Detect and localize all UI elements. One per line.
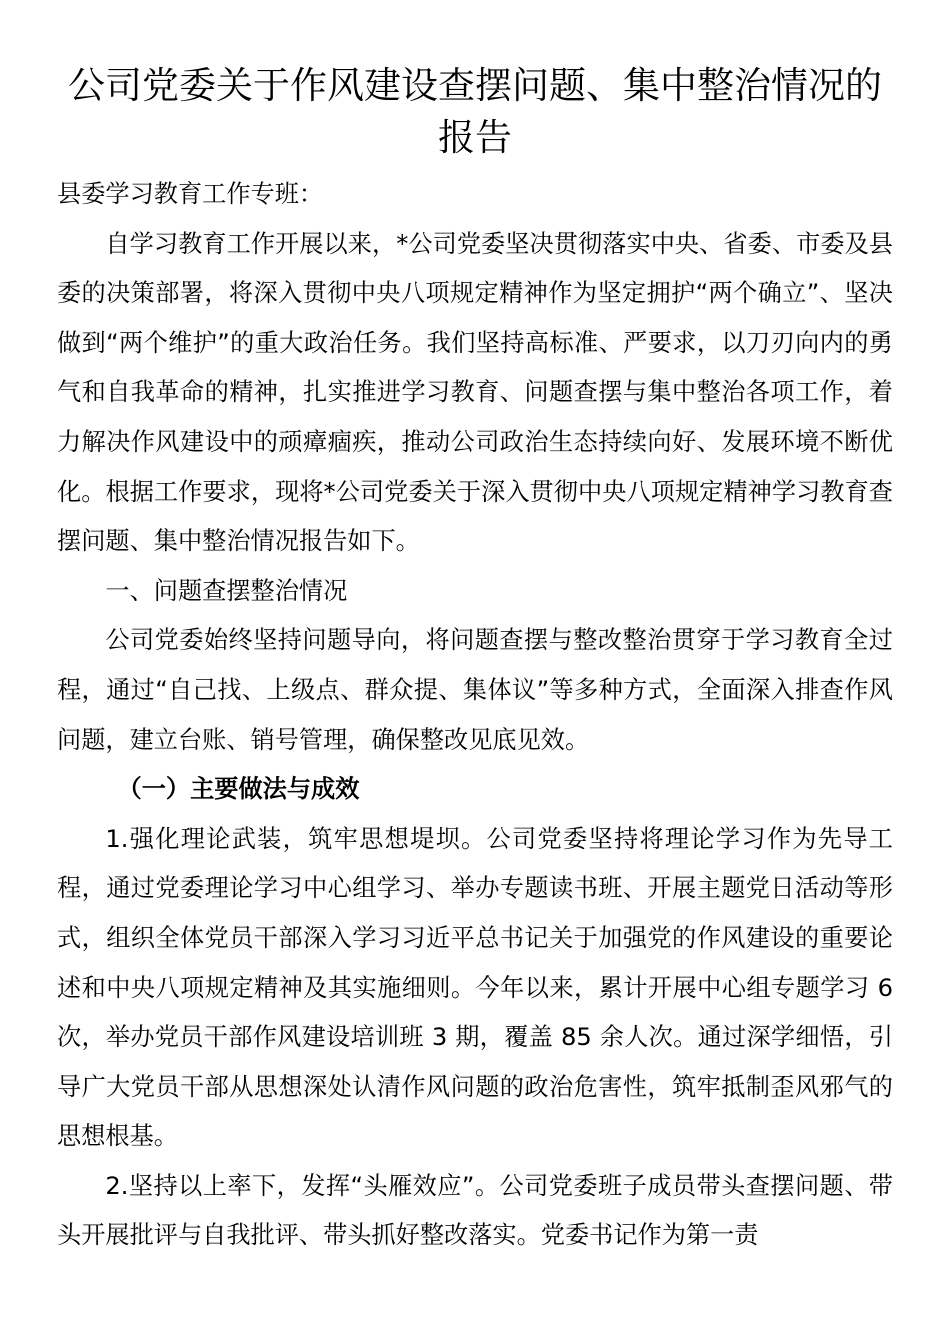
subsection-heading-1: （一）主要做法与成效 [117, 775, 360, 804]
document-page [57, 60, 893, 1261]
paragraph-item-2: 2.坚持以上率下，发挥“头雁效应”。公司党委班子成员带头查摆问题、带头开展批评与自我批评、带头抓好整改落实。党委书记作为第一责 [57, 1171, 893, 1250]
paragraph-item-1: 1.强化理论武装，筑牢思想堤坝。公司党委坚持将理论学习作为先导工程，通过党委理论学习中心组学习、举办专题读书班、开展主题党日活动等形式，组织全体党员干部深入学习习近平总书记关于加强党的作风建设的重要论述和中央八项规定精神及其实施细则。今年以来，累计开展中心组专题学习 6 次，举办党员干部作风建设培训班 3 期，覆盖 85 余人次。通过深学细悟，引导广大党员干部从思想深处认清作风问题的政治危害性，筑牢抵制歪风邪气的思想根基。 [57, 824, 893, 1151]
document-title: 公司党委关于作风建设查摆问题、集中整治情况的报告 [68, 64, 882, 159]
salutation: 县委学习教育工作专班： [57, 180, 324, 208]
paragraph-section-1: 公司党委始终坚持问题导向，将问题查摆与整改整治贯穿于学习教育全过程，通过“自己找、上级点、群众提、集体议”等多种方式，全面深入排查作风问题，建立台账、销号管理，确保整改见底见效。 [57, 626, 893, 754]
paragraph-intro: 自学习教育工作开展以来，*公司党委坚决贯彻落实中央、省委、市委及县委的决策部署，将深入贯彻中央八项规定精神作为坚定拥护“两个确立”、坚决做到“两个维护”的重大政治任务。我们坚持高标准、严要求，以刀刃向内的勇气和自我革命的精神，扎实推进学习教育、问题查摆与集中整治各项工作，着力解决作风建设中的顽瘴痼疾，推动公司政治生态持续向好、发展环境不断优化。根据工作要求，现将*公司党委关于深入贯彻中央八项规定精神学习教育查摆问题、集中整治情况报告如下。 [57, 229, 893, 556]
section-heading-1: 一、问题查摆整治情况 [105, 576, 348, 605]
